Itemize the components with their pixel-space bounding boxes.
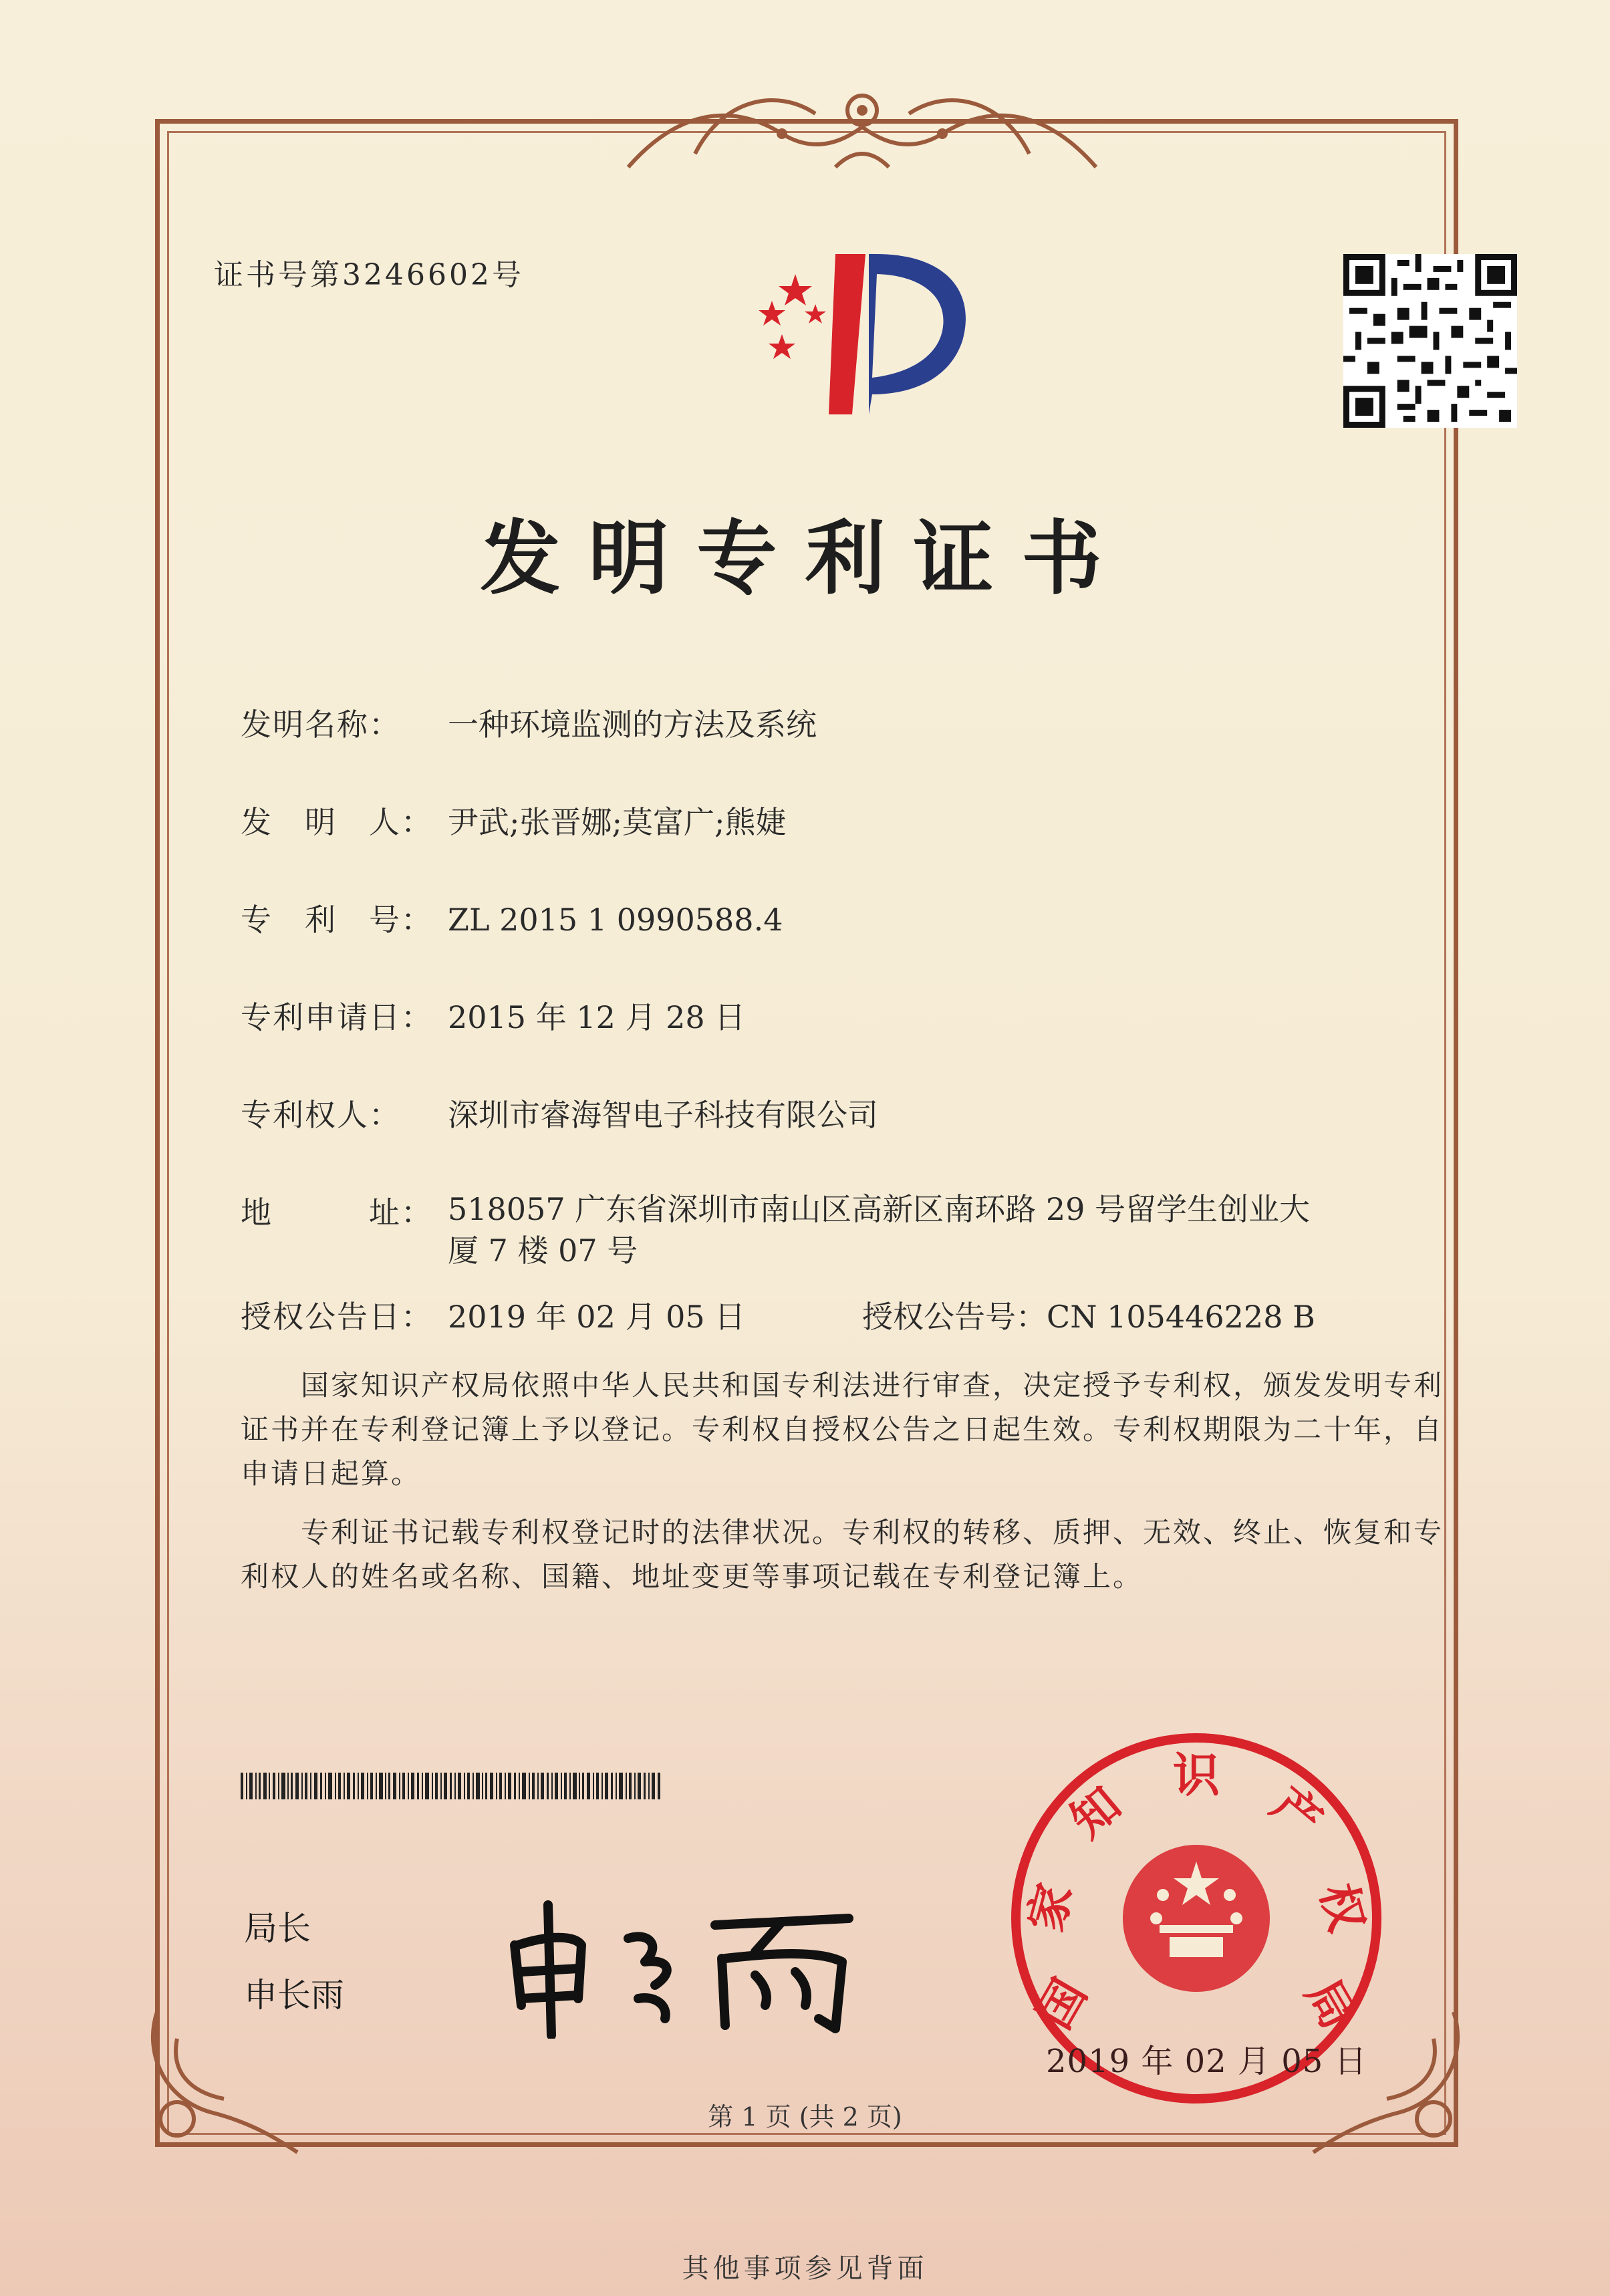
certificate-paragraph: 专利证书记载专利权登记时的法律状况。专利权的转移、质押、无效、终止、恢复和专利权人的姓名或名称、国籍、地址变更等事项记载在专利登记簿上。 [241,1516,1444,1593]
svg-text:识: 识 [1173,1748,1220,1803]
address-value: 518057 广东省深圳市南山区高新区南环路 29 号留学生创业大厦 7 楼 07 号 [448,1191,1310,1269]
svg-text:产: 产 [1261,1776,1333,1849]
inventors-value: 尹武;张晋娜;莫富广;熊婕 [448,804,787,840]
certificate-number: 证书号第3246602号 [214,258,524,292]
seal-date: 2019 年 02 月 05 日 [1046,2043,1367,2080]
invention-name-label: 发明名称： [241,707,401,743]
grant-number-label: 授权公告号： [862,1299,1047,1335]
grant-date-row [241,1293,745,1337]
corner-ornament-icon [137,1999,311,2159]
patent-number-label: 专 利 号： [241,902,433,938]
patentee-value: 深圳市睿海智电子科技有限公司 [448,1097,878,1133]
national-emblem-icon [1123,1845,1270,1992]
certificate-paragraph: 国家知识产权局依照中华人民共和国专利法进行审查，决定授予专利权，颁发发明专利证书并在专利登记簿上予以登记。专利权自授权公告之日起生效。专利权期限为二十年，自申请日起算。 [241,1369,1444,1490]
director-name: 申长雨 [244,1976,344,2015]
address-row [241,1188,1317,1271]
inventors-label: 发 明 人： [241,804,433,840]
invention-name-value: 一种环境监测的方法及系统 [448,707,817,743]
invention-name-row [241,700,817,745]
certificate-title: 发明专利证书 [480,511,1130,606]
grant-number-row [862,1293,1315,1337]
qr-code-icon[interactable] [1343,254,1517,428]
application-date-row [241,993,745,1037]
patent-number-value: ZL 2015 1 0990588.4 [448,902,783,938]
patentee-row [241,1091,878,1135]
page-number: 第 1 页 (共 2 页) [708,2102,902,2132]
svg-text:知: 知 [1060,1776,1131,1849]
patent-logo-icon [735,234,1002,428]
patentee-label: 专利权人： [241,1097,401,1133]
patent-number-row [241,896,783,940]
grant-date-value: 2019 年 02 月 05 日 [448,1299,746,1335]
application-date-label: 专利申请日： [241,999,433,1035]
svg-text:家: 家 [1018,1878,1083,1938]
inventors-row [241,798,787,842]
svg-text:权: 权 [1309,1878,1375,1938]
back-note: 其他事项参见背面 [682,2253,928,2284]
barcode-icon [241,1773,662,1799]
top-ornament-icon [615,74,1109,180]
grant-date-label: 授权公告日： [241,1299,433,1335]
grant-number-value: CN 105446228 B [1047,1299,1315,1335]
director-title: 局长 [244,1909,311,1948]
application-date-value: 2015 年 12 月 28 日 [448,999,746,1035]
svg-text:局: 局 [1295,1970,1366,2038]
address-label: 地 址： [241,1194,433,1231]
svg-text:国: 国 [1027,1970,1098,2038]
handwritten-signature [501,1898,876,2039]
